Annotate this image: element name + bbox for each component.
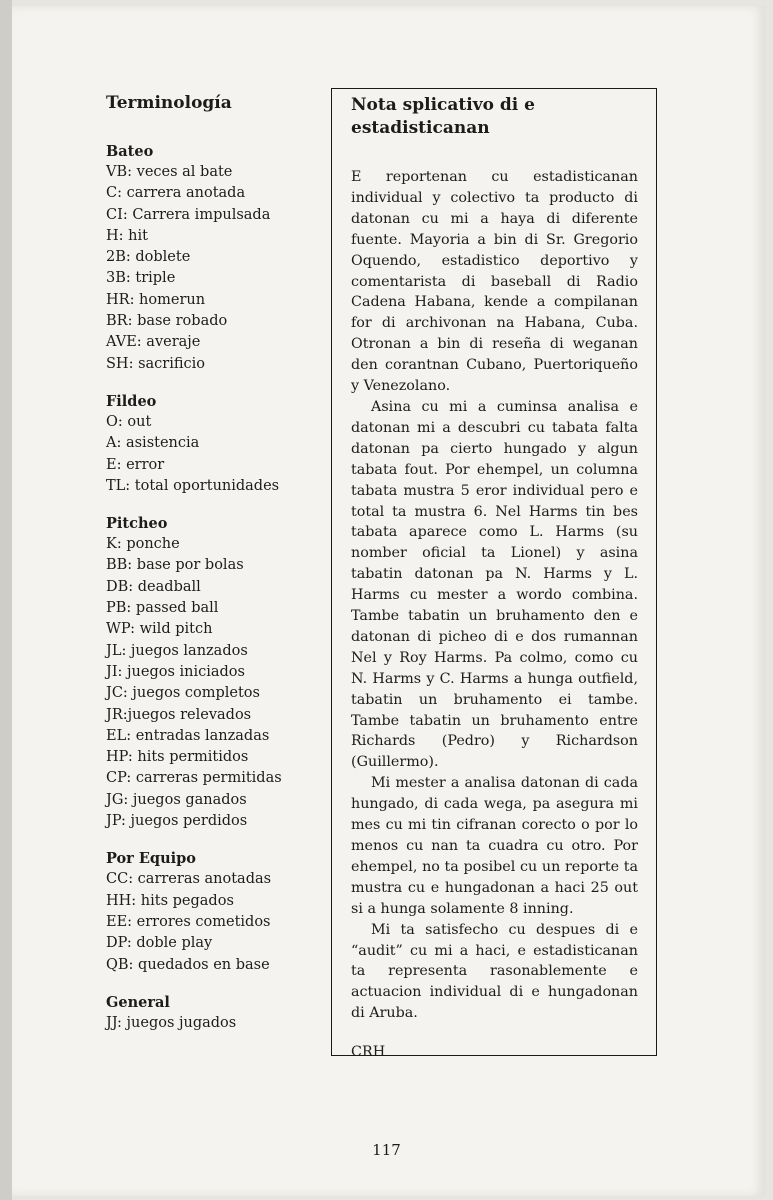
glossary-term: JR:juegos relevados — [106, 706, 252, 723]
note-paragraph: Mi ta satisfecho cu despues di e “audit” cu mi a haci, e estadisticanan ta representa rasonablemente e actuacion individual di e hungadonan di Aruba. — [351, 921, 638, 1022]
glossary-term: AVE: averaje — [106, 334, 201, 351]
glossary-term: WP: wild pitch — [106, 621, 213, 638]
glossary-term: JL: juegos lanzados — [106, 642, 248, 659]
glossary-term: CP: carreras permitidas — [106, 770, 282, 787]
glossary-term: O: out — [106, 413, 152, 430]
glossary-group — [106, 143, 321, 375]
page-spine — [0, 0, 12, 1200]
glossary-term: SH: sacrificio — [106, 355, 206, 372]
terminology-title: Terminología — [106, 93, 232, 113]
glossary-term: BB: base por bolas — [106, 557, 244, 574]
glossary-term: K: ponche — [106, 536, 180, 553]
glossary-term: DP: doble play — [106, 935, 213, 952]
glossary-term: VB: veces al bate — [106, 164, 233, 180]
glossary-term: JI: juegos iniciados — [106, 663, 245, 680]
explanatory-note-box — [331, 88, 657, 1061]
glossary-term: A: asistencia — [106, 435, 200, 452]
note-title: Nota splicativo di e estadisticanan — [351, 95, 535, 138]
glossary-group-heading: Por Equipo — [106, 850, 196, 868]
glossary-group-heading: General — [106, 993, 170, 1011]
glossary-group — [106, 515, 321, 832]
glossary-term: BR: base robado — [106, 313, 228, 330]
glossary-term: TL: total oportunidades — [106, 477, 280, 494]
glossary-term: C: carrera anotada — [106, 185, 246, 202]
glossary-term: HP: hits permitidos — [106, 749, 249, 766]
glossary-term: JP: juegos perdidos — [106, 813, 248, 830]
glossary-term: EE: errores cometidos — [106, 913, 271, 930]
glossary-group-heading: Bateo — [106, 143, 154, 160]
glossary-term: CI: Carrera impulsada — [106, 206, 271, 223]
glossary-term: HH: hits pegados — [106, 892, 234, 909]
glossary-groups — [106, 143, 321, 1034]
glossary-group-heading: Pitcheo — [106, 515, 168, 533]
glossary-term: PB: passed ball — [106, 600, 219, 617]
glossary-term: HR: homerun — [106, 291, 206, 308]
glossary-group — [106, 393, 321, 497]
glossary-term: CC: carreras anotadas — [106, 871, 272, 888]
glossary-group-heading: Fildeo — [106, 392, 157, 410]
glossary-term: H: hit — [106, 227, 148, 244]
glossary-term: EL: entradas lanzadas — [106, 727, 270, 744]
glossary-term: JG: juegos ganados — [106, 791, 247, 808]
note-paragraph: Mi mester a analisa datonan di cada hungado, di cada wega, pa asegura mi mes cu mi tin cifranan corecto o por lo menos cu nan ta cuadra cu otro. Por ehempel, no ta posibel cu un reporte ta mustra cu e hungadonan a haci 25 out si a hunga solamente 8 inning. — [351, 775, 638, 917]
glossary-term: E: error — [106, 456, 165, 473]
page-number: 117 — [372, 1141, 401, 1159]
note-body — [351, 167, 638, 1063]
note-signature: CRH — [351, 1044, 386, 1061]
glossary-group — [106, 994, 321, 1034]
note-paragraph: E reportenan cu estadisticanan individual y colectivo ta producto di datonan cu mi a haya di diferente fuente. Mayoria a bin di Sr. Gregorio Oquendo, estadistico deportivo y comentarista di baseball di Radio Cadena Habana, kende a compilanan for di archivonan na Habana, Cuba. Otronan a bin di reseña di weganan den corantnan Cubano, Puertoriqueño y Venezolano. — [351, 169, 638, 395]
glossary-term: JJ: juegos jugados — [106, 1014, 237, 1031]
glossary-term: QB: quedados en base — [106, 956, 270, 973]
glossary-term: 3B: triple — [106, 270, 176, 287]
note-paragraph: Asina cu mi a cuminsa analisa e datonan mi a descubri cu tabata falta datonan pa cierto hungado y algun tabata fout. Por ehempel, un columna tabata mustra 5 eror individual pero e total ta mustra 6. Nel Harms tin bes tabata aparece como L. Harms (su nomber oficial ta Lionel) y asina tabatin datonan pa N. Harms y L. Harms cu mester a wordo combina. Tambe tabatin un bruhamento den e datonan di picheo di e dos rumannan Nel y Roy Harms. Pa colmo, como cu N. Harms y C. Harms a hunga outfield, tabatin un bruhamento ei tambe. Tambe tabatin un bruhamento entre Richards (Pedro) y Richardson (Guillermo). — [351, 398, 638, 771]
glossary-term: DB: deadball — [106, 578, 201, 595]
glossary-term: JC: juegos completos — [106, 685, 260, 702]
glossary-term: 2B: doblete — [106, 249, 191, 266]
terminology-column — [106, 93, 321, 1052]
glossary-group — [106, 850, 321, 975]
